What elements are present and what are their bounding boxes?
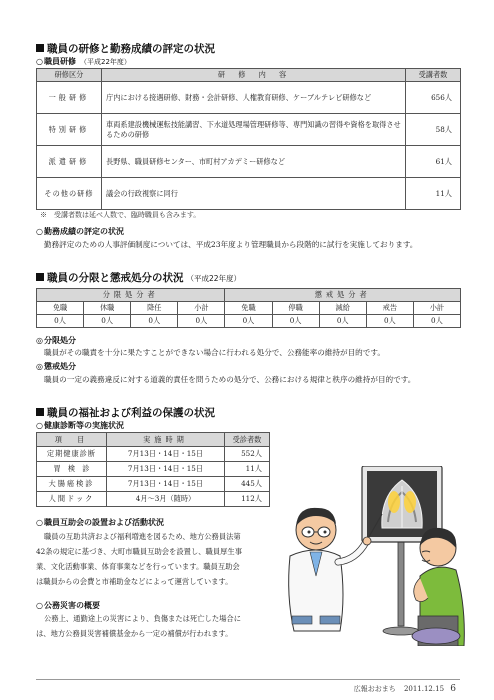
table-header: 研修区分 (37, 69, 102, 82)
training-footnote: ※ 受講者数は延べ人数で、臨時職員も含みます。 (40, 211, 201, 219)
table-row: 人間ドック 4月～3月（随時） 112人 (37, 492, 270, 507)
accident-text: 公務上、通勤途上の災害により、負傷または死亡した場合に は、地方公務員災害補償基金から一定の補償が行われます。 (36, 614, 242, 638)
table-row: その他の研修 議会の行政視察に同行 11人 (37, 178, 461, 210)
section-title-welfare: 職員の福祉および利益の保護の状況 (36, 405, 215, 420)
table-header: 分限処分者 (37, 289, 225, 302)
subheading-choukai: ◎懲戒処分 (36, 362, 76, 371)
health-check-table (36, 432, 270, 507)
subheading-training: ○職員研修 （平成22年度） (36, 57, 131, 66)
subheading-health: ○健康診断等の実施状況 (36, 421, 124, 430)
table-header: 実施時期 (107, 433, 225, 447)
double-circle-icon: ◎ (36, 336, 43, 345)
footer-label: 広報おおまち (353, 685, 396, 693)
table-row: 一般研修 庁内における接遇研修、財務・会計研修、人権教育研修、ケーブルテレビ研修など 656人 (37, 82, 461, 114)
choukai-text: 職員の一定の義務違反に対する道義的責任を問うための処分で、公務における規律と秩序の維持が目的です。 (44, 375, 416, 384)
table-header: 項 目 (37, 433, 107, 447)
discipline-table (36, 288, 461, 328)
circle-bullet-icon: ○ (36, 421, 43, 430)
table-row: 胃 検 診 7月13日・14日・15日 11人 (37, 462, 270, 477)
circle-bullet-icon: ○ (36, 518, 43, 527)
bungen-text: 職員がその職責を十分に果たすことができない場合に行われる処分で、公務能率の維持が目的です。 (44, 348, 385, 357)
subheading-bungen: ◎分限処分 (36, 336, 76, 345)
training-table (36, 68, 461, 210)
footer-rule (36, 679, 460, 680)
square-bullet-icon (36, 273, 44, 281)
table-row: 派遣研修 長野県、職員研修センター、市町村アカデミー研修など 61人 (37, 146, 461, 178)
square-bullet-icon (36, 44, 44, 52)
subheading-evaluation: ○勤務成績の評定の状況 (36, 227, 124, 236)
section-title-training: 職員の研修と勤務成績の評定の状況 (36, 41, 215, 56)
table-header: 受診者数 (225, 433, 270, 447)
double-circle-icon: ◎ (36, 362, 43, 371)
page-number: 6 (450, 684, 456, 694)
doctor-patient-illustration (270, 466, 470, 646)
table-row: 免職 休職 降任 小計 免職 停職 減給 戒告 小計 (37, 302, 461, 315)
mutual-aid-text: 職員の互助共済および福利増進を図るため、地方公務員法第 42条の規定に基づき、大町市職員互助会を設置し、職員厚生事 業、文化活動事業、体育事業などを行っています。職員互助会 は職員からの会費と市補助金などによって運営しています。 (36, 532, 243, 586)
circle-bullet-icon: ○ (36, 227, 43, 236)
table-row: 大腸癌検診 7月13日・14日・15日 445人 (37, 477, 270, 492)
table-header: 研 修 内 容 (102, 69, 406, 82)
evaluation-text: 勤務評定のための人事評価制度については、平成23年度より管理職員から段階的に試行を実施しております。 (44, 240, 418, 249)
table-row: 定期健康診断 7月13日・14日・15日 552人 (37, 447, 270, 462)
table-row: 0人 0人 0人 0人 0人 0人 0人 0人 0人 (37, 315, 461, 328)
section-title-discipline: 職員の分限と懲戒処分の状況 （平成22年度） (36, 270, 241, 285)
patient-figure (412, 528, 464, 646)
table-row: 特別研修 車両系建設機械運転技能講習、下水道処理場管理研修等、専門知識の習得や資格を取得させるための研修 58人 (37, 114, 461, 146)
footer (354, 684, 456, 694)
circle-bullet-icon: ○ (36, 601, 43, 610)
subheading-mutual-aid: ○職員互助会の設置および活動状況 (36, 518, 164, 527)
circle-bullet-icon: ○ (36, 57, 43, 66)
square-bullet-icon (36, 408, 44, 416)
table-header: 受講者数 (406, 69, 461, 82)
subheading-accident: ○公務災害の概要 (36, 601, 100, 610)
table-header: 懲戒処分者 (225, 289, 461, 302)
footer-date: 2011.12.15 (403, 685, 445, 693)
